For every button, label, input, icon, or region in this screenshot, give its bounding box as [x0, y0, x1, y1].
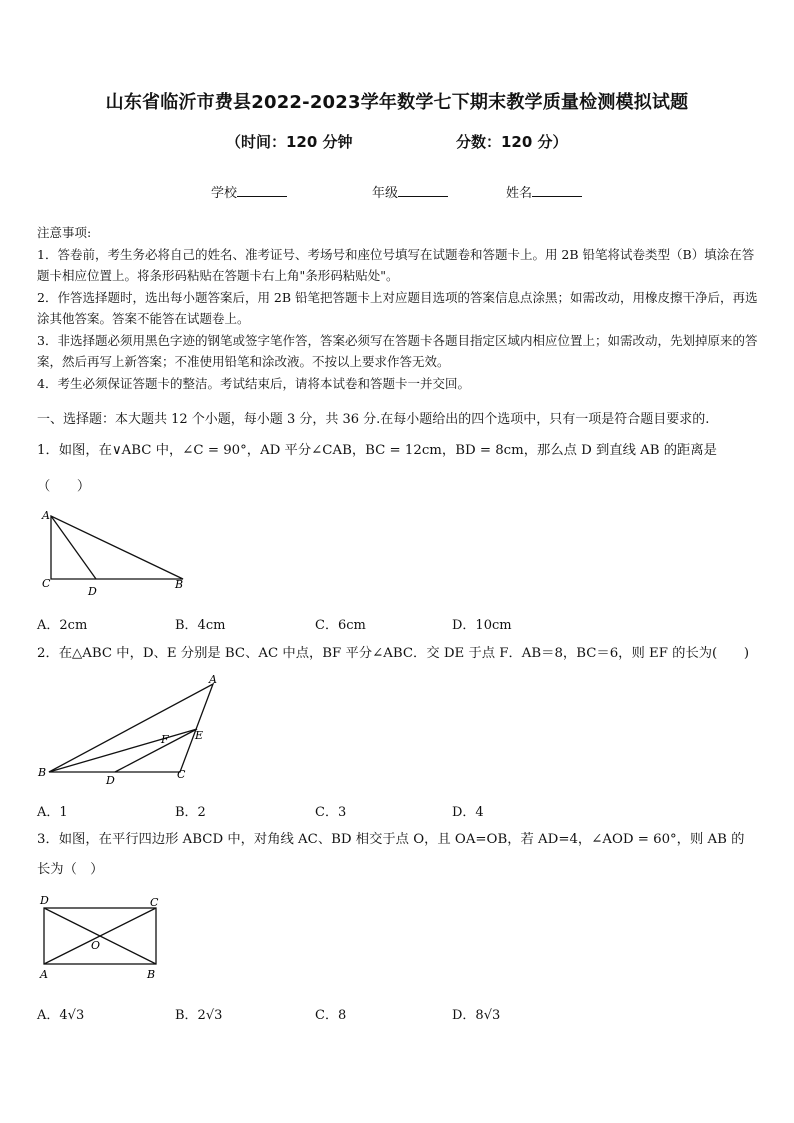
- label-b: B: [175, 578, 184, 591]
- page-title: 山东省临沂市费县2022-2023学年数学七下期末教学质量检测模拟试题: [105, 92, 689, 113]
- triangle-abc: [49, 684, 213, 772]
- q1-option-c[interactable]: C．6cm: [315, 618, 366, 633]
- segment-ad: [51, 516, 96, 579]
- notes-heading: 注意事项:: [37, 225, 92, 240]
- grade-blank: [398, 184, 448, 197]
- label-c: C: [177, 768, 186, 781]
- label-c: C: [42, 577, 51, 590]
- label-a: A: [209, 673, 217, 686]
- grade-field: [372, 182, 448, 201]
- q1-option-a[interactable]: A．2cm: [37, 618, 88, 633]
- note-item: 3．非选择题必须用黑色字迹的钢笔或签字笔作答，答案必须写在答题卡各题目指定区域内相应位置上；如需改动，先划掉原来的答案，然后再写上新答案；不准使用铅笔和涂改液。不按以上要求作答无效。: [37, 332, 758, 369]
- q2-option-b[interactable]: B．2: [175, 805, 206, 820]
- question-1-paren: （ ）: [37, 479, 91, 494]
- segment-de: [115, 729, 197, 772]
- question-2-figure: [37, 672, 237, 790]
- name-blank: [532, 184, 582, 197]
- label-b: B: [38, 766, 47, 779]
- question-3-figure: [37, 894, 167, 982]
- question-1-text: 1．如图，在∨ABC 中，∠C = 90°，AD 平分∠CAB，BC = 12cm，BD = 8cm，那么点 D 到直线 AB 的距离是: [37, 443, 717, 458]
- question-2-text: 2．在△ABC 中，D、E 分别是 BC、AC 中点，BF 平分∠ABC．交 DE 于点 F．AB＝8，BC＝6，则 EF 的长为( ): [37, 646, 750, 661]
- q2-option-a[interactable]: A．1: [37, 805, 68, 820]
- label-a: A: [42, 509, 50, 522]
- q2-option-d[interactable]: D．4: [452, 805, 484, 820]
- note-item: 4．考生必须保证答题卡的整洁。考试结束后，请将本试卷和答题卡一并交回。: [37, 375, 470, 391]
- label-e: E: [195, 729, 204, 742]
- label-d: D: [40, 894, 49, 907]
- note-item: 1．答卷前，考生务必将自己的姓名、准考证号、考场号和座位号填写在试题卷和答题卡上。用 2B 铅笔将试卷类型（B）填涂在答题卡相应位置上。将条形码粘贴在答题卡右上角"条形码粘贴处"。: [37, 246, 755, 283]
- school-field: [211, 182, 287, 201]
- school-label: 学校: [211, 186, 238, 201]
- section-heading: 一、选择题：本大题共 12 个小题，每小题 3 分，共 36 分.在每小题给出的四个选项中，只有一项是符合题目要求的.: [37, 412, 710, 427]
- notes: [37, 222, 759, 394]
- question-1-figure: [37, 506, 197, 602]
- q1-option-b[interactable]: B．4cm: [175, 618, 226, 633]
- name-field: [506, 182, 582, 201]
- segment-bf: [49, 729, 197, 772]
- note-item: 2．作答选择题时，选出每小题答案后，用 2B 铅笔把答题卡上对应题目选项的答案信息点涂黑；如需改动，用橡皮擦干净后，再选涂其他答案。答案不能答在试题卷上。: [37, 289, 758, 326]
- q3-option-a[interactable]: A．4√3: [37, 1008, 85, 1023]
- label-d: D: [88, 585, 97, 598]
- triangle-abc: [51, 516, 183, 579]
- question-3-length: 长为（ ）: [37, 862, 104, 877]
- q3-option-d[interactable]: D．8√3: [452, 1008, 501, 1023]
- label-b: B: [147, 968, 156, 981]
- q2-option-c[interactable]: C．3: [315, 805, 347, 820]
- question-3-text: 3．如图，在平行四边形 ABCD 中，对角线 AC、BD 相交于点 O，且 OA=OB，若 AD=4，∠AOD = 60°，则 AB 的: [37, 832, 745, 847]
- label-c: C: [150, 896, 159, 909]
- school-blank: [237, 184, 287, 197]
- time-limit: （时间：120 分钟: [226, 133, 353, 151]
- label-o: O: [91, 939, 101, 952]
- q1-option-d[interactable]: D．10cm: [452, 618, 512, 633]
- label-a: A: [40, 968, 48, 981]
- grade-label: 年级: [372, 186, 399, 201]
- q3-option-c[interactable]: C．8: [315, 1008, 347, 1023]
- label-f: F: [161, 733, 169, 746]
- name-label: 姓名: [506, 186, 533, 201]
- q3-option-b[interactable]: B．2√3: [175, 1008, 223, 1023]
- total-score: 分数：120 分）: [456, 133, 568, 151]
- label-d: D: [106, 774, 115, 787]
